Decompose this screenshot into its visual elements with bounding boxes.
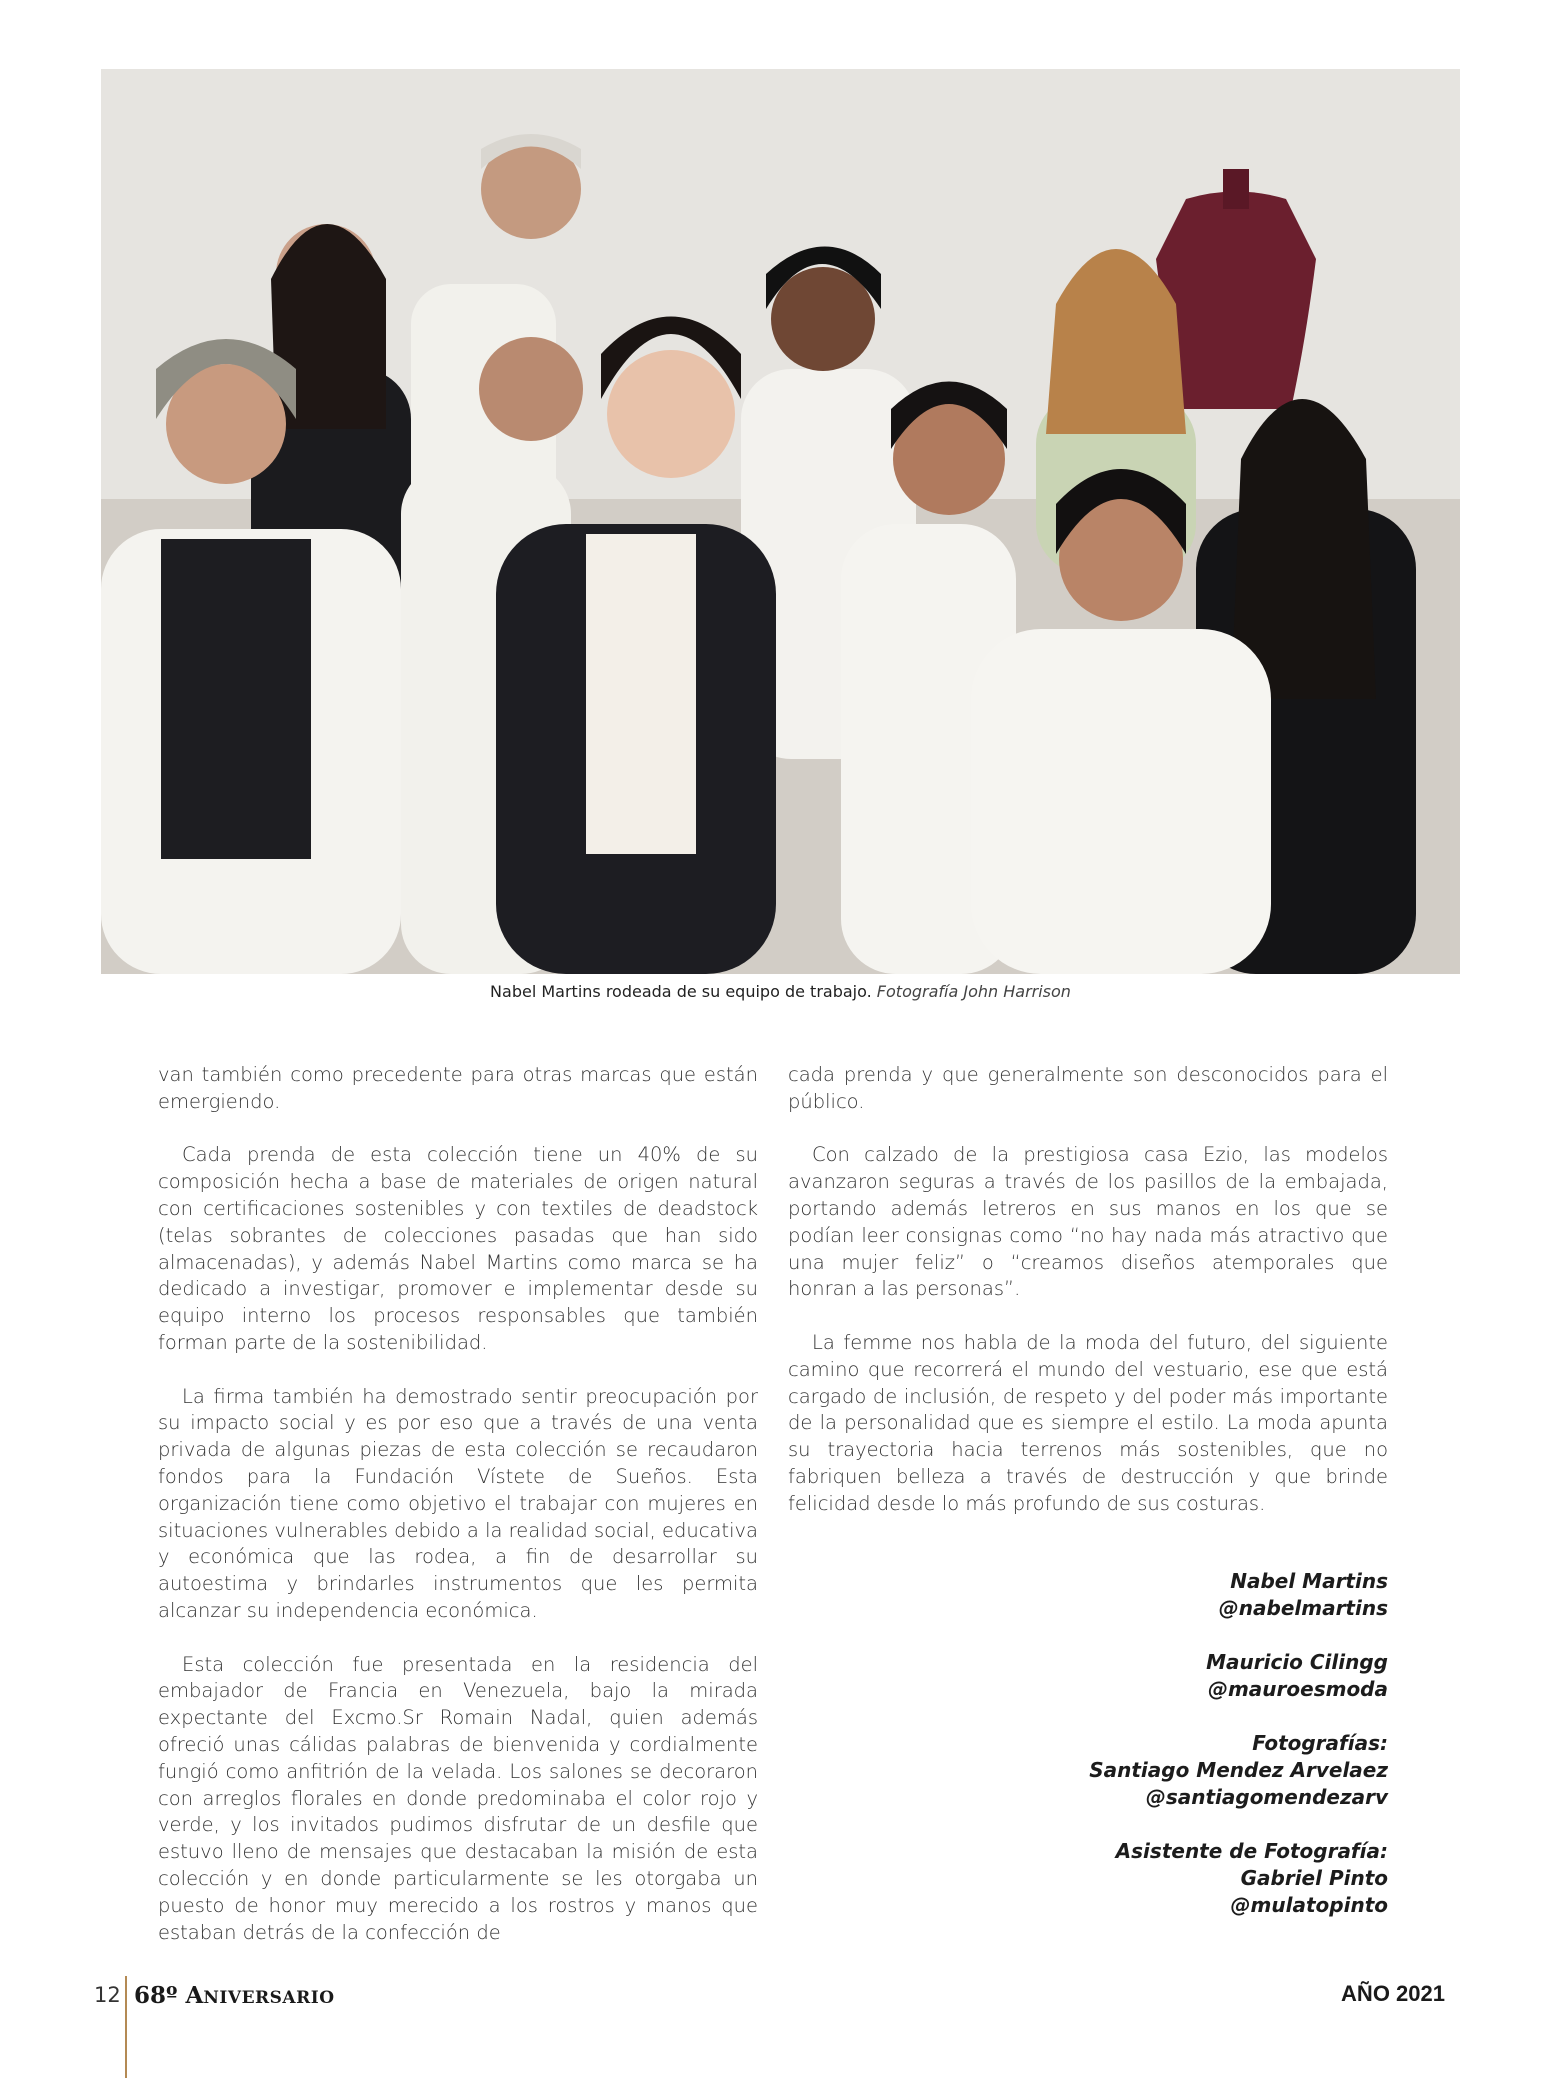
paragraph: Cada prenda de esta colección tiene un 40% de su composición hecha a base de materiales de origen natural con certificaciones sostenibles y con textiles de deadstock (telas sobrantes de colecciones pasadas que han sido almacenadas), y además Nabel Martins como marca se ha dedicado a investigar, promover e implementar desde su equipo interno los procesos responsables que también forman parte de la sostenibilidad.	[158, 1143, 758, 1354]
credit-handle: @mulatopinto	[1230, 1893, 1388, 1917]
paragraph: Con calzado de la prestigiosa casa Ezio, las modelos avanzaron seguras a través de los pasillos de la embajada, portando además letreros en sus manos en los que se podían leer consignas como “no hay nada más atractivo que una mujer feliz” o “creamos diseños atemporales que honran a las personas”.	[788, 1143, 1388, 1301]
edition-number: 68º	[134, 1982, 178, 2009]
right-column	[788, 1062, 1388, 1544]
caption-credit: Fotografía John Harrison	[876, 982, 1071, 1001]
credit-line: Nabel Martins	[1230, 1569, 1388, 1593]
edition-word-cap: A	[185, 1982, 204, 2009]
photo-caption	[101, 982, 1460, 1001]
credit-handle: @nabelmartins	[1218, 1596, 1388, 1620]
paragraph: La firma también ha demostrado sentir preocupación por su impacto social y es por eso que a través de una venta privada de algunas piezas de esta colección se recaudaron fondos para la Fundación Vístete de Sueños. Esta organización tiene como objetivo el trabajar con mujeres en situaciones vulnerables debido a la realidad social, educativa y económica que las rodea, a fin de desarrollar su autoestima y brindarles instrumentos que les permita alcanzar su independencia económica.	[158, 1384, 758, 1622]
credit-line: Asistente de Fotografía:	[1115, 1839, 1388, 1863]
paragraph: Esta colección fue presentada en la residencia del embajador de Francia en Venezuela, bajo la mirada expectante del Excmo.Sr Romain Nadal, quien además ofreció unas cálidas palabras de bienvenida y cordialmente fungió como anfitrión de la velada. Los salones se decoraron con arreglos florales en donde predominaba el color rojo y verde, y los invitados pudimos disfrutar de un desfile que estuvo lleno de mensajes que destacaban la misión de esta colección y en donde particularmente se les otorgaba un puesto de honor muy merecido a los rostros y manos que estaban detrás de la confección de	[158, 1652, 758, 1944]
caption-main: Nabel Martins rodeada de su equipo de trabajo.	[490, 982, 872, 1001]
credit-entry	[1000, 1568, 1388, 1622]
edition-title	[134, 1982, 335, 2009]
credit-entry	[1000, 1838, 1388, 1919]
left-column	[158, 1062, 758, 1973]
paragraph: La femme nos habla de la moda del futuro, del siguiente camino que recorrerá el mundo del vestuario, ese que está cargado de inclusión, de respeto y del poder más importante de la personalidad que es siempre el estilo. La moda apunta su trayectoria hacia terrenos más sostenibles, que no fabriquen belleza a través de destrucción y que brinde felicidad desde lo más profundo de sus costuras.	[788, 1330, 1388, 1515]
group-photo-icon	[101, 69, 1460, 974]
paragraph: cada prenda y que generalmente son desconocidos para el público.	[788, 1063, 1388, 1113]
credit-line: Fotografías:	[1252, 1731, 1388, 1755]
footer-divider	[125, 1976, 127, 2078]
credit-entry	[1000, 1730, 1388, 1811]
credit-line: Gabriel Pinto	[1240, 1866, 1388, 1890]
credit-line: Santiago Mendez Arvelaez	[1089, 1758, 1388, 1782]
credits-block	[1000, 1568, 1388, 1946]
edition-word-rest: NIVERSARIO	[203, 1988, 335, 2008]
credit-handle: @santiagomendezarv	[1145, 1785, 1388, 1809]
credit-handle: @mauroesmoda	[1207, 1677, 1388, 1701]
issue-year: AÑO 2021	[1341, 1981, 1445, 2006]
group-photo	[101, 69, 1460, 974]
page-number: 12	[94, 1983, 121, 2007]
credit-entry	[1000, 1649, 1388, 1703]
credit-line: Mauricio Cilingg	[1206, 1650, 1388, 1674]
paragraph: van también como precedente para otras marcas que están emergiendo.	[158, 1063, 758, 1113]
